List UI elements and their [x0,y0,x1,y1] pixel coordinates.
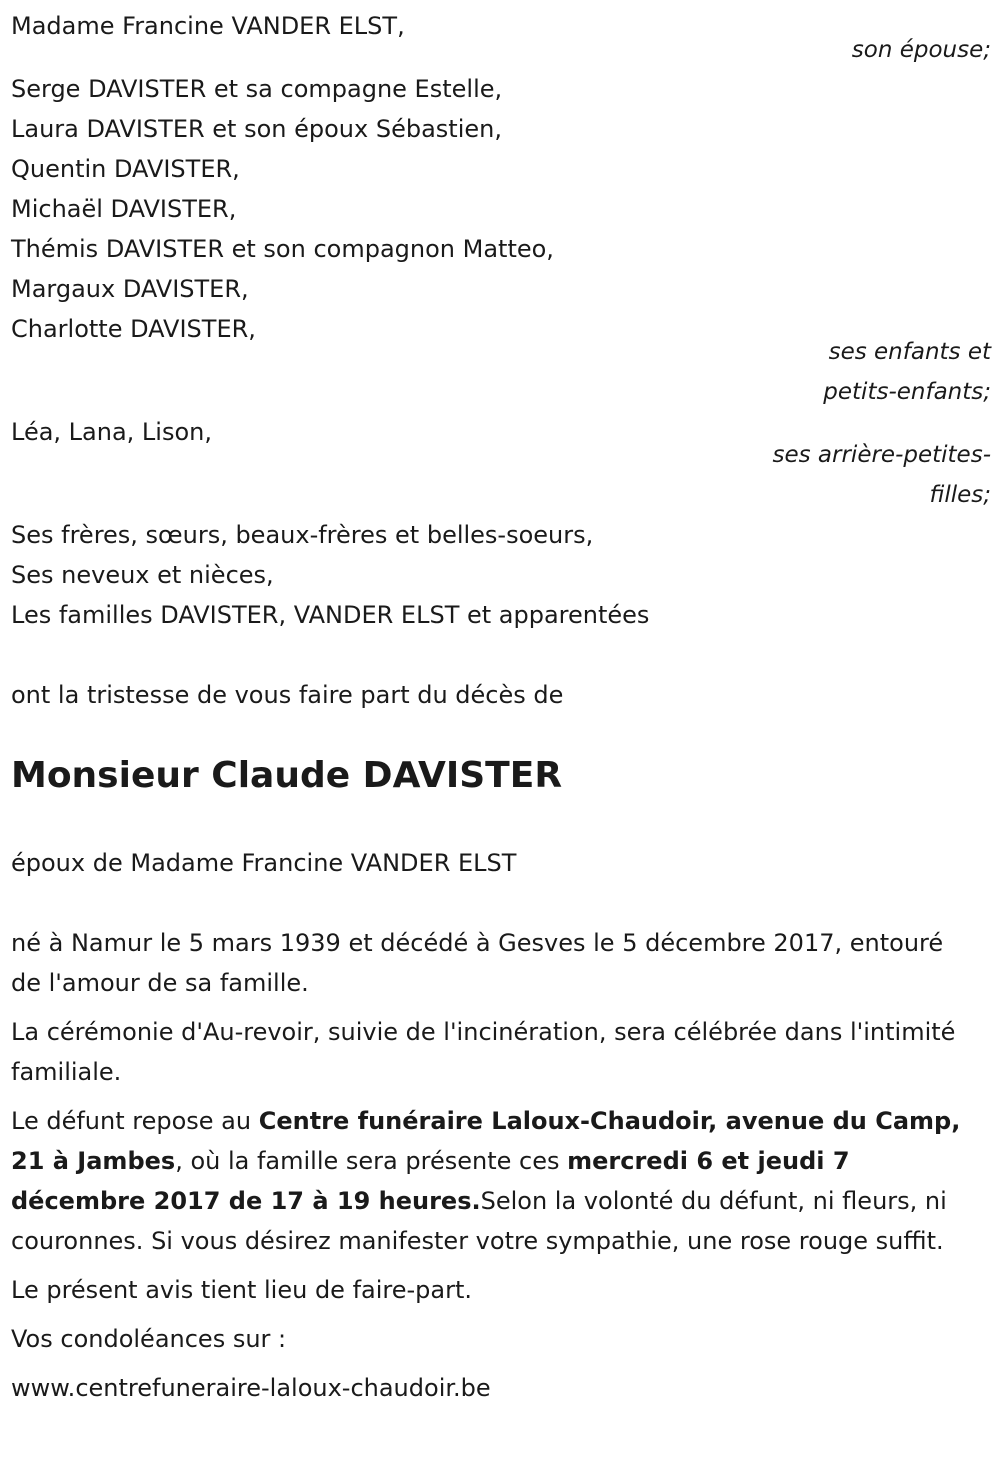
list-item: Serge DAVISTER et sa compagne Estelle, [11,75,503,103]
repose-text [11,1101,971,1261]
repose-end: Selon la volonté du défunt, ni fleurs, ni couronnes. Si vous désirez manifester votre sympathie, une rose rouge suffit. [11,1187,947,1255]
spouse-name: Madame Francine VANDER ELST, [11,12,405,40]
spouse-of: époux de Madame Francine VANDER ELST [11,849,517,877]
notice-text: Le présent avis tient lieu de faire-part. [11,1276,473,1304]
list-item: Charlotte DAVISTER, [11,315,256,343]
family-list [11,515,649,635]
repose-middle: , où la famille sera présente ces [175,1147,568,1175]
great-grandchildren-names: Léa, Lana, Lison, [11,418,212,446]
repose-location: Centre funéraire Laloux-Chaudoir, avenue du Camp, 21 à Jambes [11,1107,961,1175]
ceremony-text: La cérémonie d'Au-revoir, suivie de l'incinération, sera célébrée dans l'intimité familiale. [11,1018,956,1086]
list-item: Les familles DAVISTER, VANDER ELST et apparentées [11,601,650,629]
great-grandchildren-role-line2: filles; [929,482,991,508]
children-role-line2: petits-enfants; [823,379,991,405]
list-item: Laura DAVISTER et son époux Sébastien, [11,115,502,143]
list-item: Ses neveux et nièces, [11,561,274,589]
spouse-role: son épouse; [851,37,991,63]
condolences-label: Vos condoléances sur : [11,1325,287,1353]
repose-intro: Le défunt repose au [11,1107,259,1135]
great-grandchildren-role-line1: ses arrière-petites- [772,442,991,468]
children-list [11,69,554,349]
obituary-body [11,923,971,1408]
birth-death-text: né à Namur le 5 mars 1939 et décédé à Gesves le 5 décembre 2017, entouré de l'amour de sa famille. [11,929,944,997]
children-role-line1: ses enfants et [828,339,991,365]
list-item: Michaël DAVISTER, [11,195,237,223]
list-item: Ses frères, sœurs, beaux-frères et belles-soeurs, [11,521,594,549]
deceased-name: Monsieur Claude DAVISTER [11,755,563,796]
repose-dates: mercredi 6 et jeudi 7 décembre 2017 de 17 à 19 heures. [11,1147,850,1215]
list-item: Margaux DAVISTER, [11,275,249,303]
list-item: Thémis DAVISTER et son compagnon Matteo, [11,235,554,263]
list-item: Quentin DAVISTER, [11,155,240,183]
announcement: ont la tristesse de vous faire part du décès de [11,681,564,709]
website-link[interactable]: www.centrefuneraire-laloux-chaudoir.be [11,1374,491,1402]
